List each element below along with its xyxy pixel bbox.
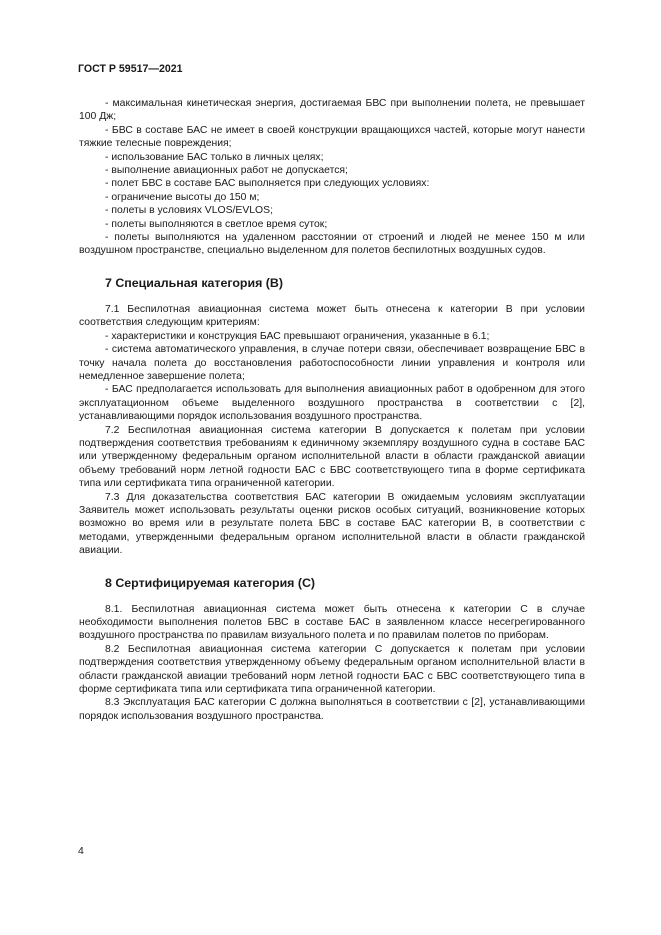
list-item: - полеты в условиях VLOS/EVLOS; xyxy=(105,205,273,217)
paragraph: 8.3 Эксплуатация БАС категории С должна выполняться в соответствии с [2], устанавливающими порядок использования воздушного пространства. xyxy=(79,697,585,722)
list-item: - БВС в составе БАС не имеет в своей конструкции вращающихся частей, которые могут нанести тяжкие телесные повреждения; xyxy=(79,124,585,150)
paragraph: 7.2 Беспилотная авиационная система категории В допускается к полетам при условии подтверждения соответствия требованиям к единичному экземпляру воздушного судна в составе БАС или утвержденному федеральным органом исполнительной власти в области гражданской авиации объему требований норм летной годности БАС с БВС соответствующего типа в форме сертификата типа или сертификата типа ограниченной категории. xyxy=(79,424,585,490)
list-item: - полеты выполняются на удаленном расстоянии от строений и людей не менее 150 м или воздушном пространстве, специально выделенном для полетов беспилотных воздушных судов. xyxy=(79,232,585,257)
intro-list xyxy=(79,97,585,258)
paragraph: - характеристики и конструкция БАС превышают ограничения, указанные в 6.1; xyxy=(105,330,490,342)
section-8-body xyxy=(79,603,585,724)
list-item: - ограничение высоты до 150 м; xyxy=(105,191,260,203)
list-item: - полеты выполняются в светлое время суток; xyxy=(105,218,328,230)
list-item: - выполнение авиационных работ не допускается; xyxy=(105,165,348,177)
list-item: - использование БАС только в личных целях; xyxy=(105,151,324,163)
paragraph: - БАС предполагается использовать для выполнения авиационных работ в одобренном для этого эксплуатационном объеме выделенного воздушного пространства в соответствии с [2], устанавливающими порядок использования воздушного пространства. xyxy=(79,384,585,423)
section-7-body xyxy=(79,303,585,558)
section-7-heading: 7 Специальная категория (В) xyxy=(105,275,283,290)
list-item: - полет БВС в составе БАС выполняется при следующих условиях: xyxy=(105,178,430,190)
list-item: - максимальная кинетическая энергия, достигаемая БВС при выполнении полета, не превышает 100 Дж; xyxy=(79,98,585,123)
document-header: ГОСТ Р 59517—2021 xyxy=(78,63,183,75)
paragraph: 8.2 Беспилотная авиационная система категории С допускается к полетам при условии подтверждения соответствия утвержденному объему федеральным органом исполнительной власти в области гражданской авиации требований норм летной годности БАС с БВС соответствующего типа в форме сертификата типа или сертификата типа ограниченной категории. xyxy=(79,643,585,696)
paragraph: 7.3 Для доказательства соответствия БАС категории В ожидаемым условиям эксплуатации Заявитель может использовать результаты оценки рисков особых ситуаций, возникновение которых возможно во время или в результате полета БВС в составе БАС категории В, в соответствии с методами, утвержденными федеральным органом исполнительной власти в области гражданской авиации. xyxy=(79,491,585,557)
paragraph: 8.1. Беспилотная авиационная система может быть отнесена к категории С в случае необходимости выполнения полетов БВС в составе БАС в заявленном классе несегрегированного воздушного пространства по правилам визуального полета и по правилам полетов по приборам. xyxy=(79,603,585,642)
section-8-heading: 8 Сертифицируемая категория (С) xyxy=(105,575,316,590)
paragraph: - система автоматического управления, в случае потери связи, обеспечивает возвращение БВС в точку начала полета до восстановления работоспособности линии управления и контроля или немедленное завершение полета; xyxy=(79,344,585,382)
page-number: 4 xyxy=(78,846,84,857)
document-body xyxy=(79,97,585,723)
paragraph: 7.1 Беспилотная авиационная система может быть отнесена к категории В при условии соответствия следующим критериям: xyxy=(79,303,585,329)
